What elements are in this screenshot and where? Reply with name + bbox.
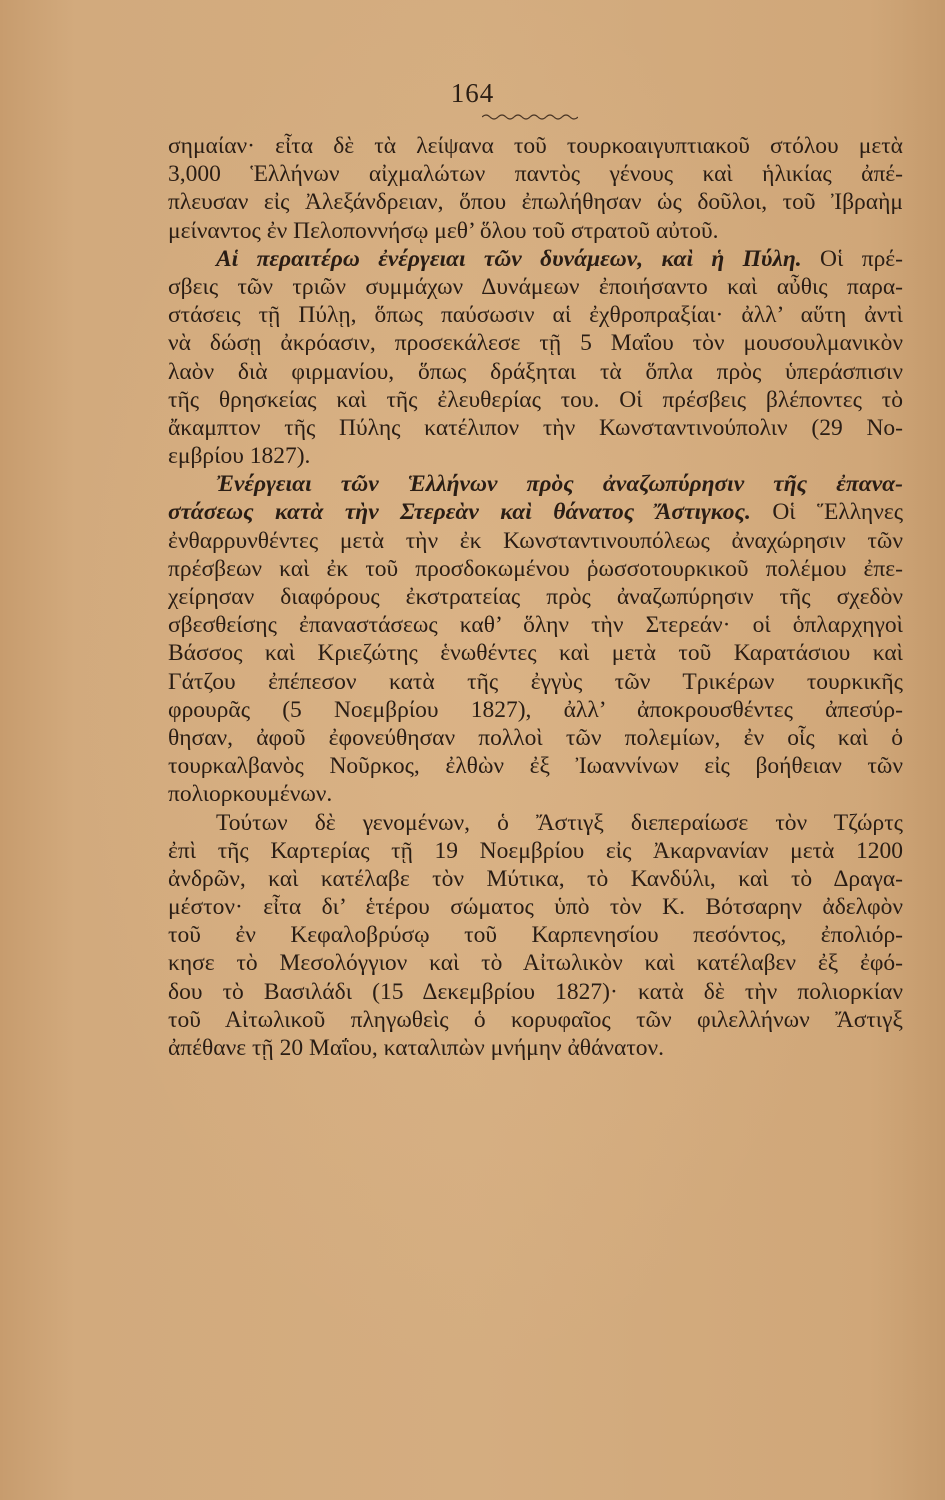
text-line: ἀπέθανε τῇ 20 Μαΐου, καταλιπὼν μνήμην ἀθάνατον.	[168, 1035, 665, 1061]
heading-line	[168, 245, 903, 273]
section-heading: Ἐνέργειαι τῶν Ἑλλήνων πρὸς ἀναζωπύρησιν τῆς ἐπανα-	[216, 471, 903, 498]
text-line: τοῦ ἐν Κεφαλοβρύσῳ τοῦ Καρπενησίου πεσόντος, ἐπολιόρ-	[168, 922, 903, 949]
heading-line	[168, 498, 903, 526]
text-line: θησαν, ἀφοῦ ἐφονεύθησαν πολλοὶ τῶν πολεμίων, ἐν οἷς καὶ ὁ	[168, 724, 903, 751]
paragraph-3	[168, 470, 903, 808]
page-number: 164	[450, 78, 495, 108]
heading-rest: Οἱ πρέ-	[820, 245, 903, 272]
text-line: νὰ δώσῃ ἀκρόασιν, προσεκάλεσε τῇ 5 Μαΐου τὸν μουσουλμανικὸν	[168, 330, 903, 357]
text-line: φρουρᾶς (5 Νοεμβρίου 1827), ἀλλ’ ἀποκρουσθέντες ἀπεσύρ-	[168, 696, 903, 723]
text-line: τοῦ Αἰτωλικοῦ πληγωθεὶς ὁ κορυφαῖος τῶν φιλελλήνων Ἄστιγξ	[168, 1006, 903, 1033]
paragraph-4	[168, 809, 903, 1063]
text-line: Βάσσος καὶ Κριεζώτης ἑνωθέντες καὶ μετὰ τοῦ Καρατάσιου καὶ	[168, 640, 903, 667]
text-line: λαὸν διὰ φιρμανίου, ὅπως δράξηται τὰ ὅπλα πρὸς ὑπεράσπισιν	[168, 358, 903, 385]
page-number-ornament	[482, 112, 578, 122]
text-line: τῆς θρησκείας καὶ τῆς ἐλευθερίας του. Οἱ πρέσβεις βλέποντες τὸ	[168, 386, 903, 413]
text-line: Τούτων δὲ γενομένων, ὁ Ἄστιγξ διεπεραίωσε τὸν Τζώρτς	[216, 809, 903, 836]
text-line: τουρκαλβανὸς Νοῦρκος, ἐλθὼν ἐξ Ἰωαννίνων εἰς βοήθειαν τῶν	[168, 753, 903, 780]
text-line: πρέσβεων καὶ ἐκ τοῦ προσδοκωμένου ῥωσσοτουρκικοῦ πολέμου ἐπε-	[168, 555, 903, 582]
text-line: ἐνθαρρυνθέντες μετὰ τὴν ἐκ Κωνσταντινουπόλεως ἀναχώρησιν τῶν	[168, 527, 903, 554]
text-line: ἄκαμπτον τῆς Πύλης κατέλιπον τὴν Κωνσταντινούπολιν (29 Νο-	[168, 414, 903, 441]
text-line: δου τὸ Βασιλάδι (15 Δεκεμβρίου 1827)· κατὰ δὲ τὴν πολιορκίαν	[168, 978, 903, 1005]
heading-rest: Οἱ Ἕλληνες	[772, 499, 903, 526]
text-line: χείρησαν διαφόρους ἐκστρατείας πρὸς ἀναζωπύρησιν τῆς σχεδὸν	[168, 584, 903, 610]
text-line: μείναντος ἐν Πελοποννήσῳ μεθ’ ὅλου τοῦ στρατοῦ αὐτοῦ.	[168, 217, 719, 244]
text-line: ἀνδρῶν, καὶ κατέλαβε τὸν Μύτικα, τὸ Κανδύλι, καὶ τὸ Δραγα-	[168, 865, 903, 892]
body-text	[168, 132, 903, 1062]
text-line: 3,000 Ἑλλήνων αἰχμαλώτων παντὸς γένους καὶ ἡλικίας ἀπέ-	[168, 161, 903, 188]
text-line: ἐπὶ τῆς Καρτερίας τῇ 19 Νοεμβρίου εἰς Ἀκαρνανίαν μετὰ 1200	[168, 837, 903, 864]
paragraph-2	[168, 245, 903, 471]
text-line: κησε τὸ Μεσολόγγιον καὶ τὸ Αἰτωλικὸν καὶ κατέλαβεν ἐξ ἐφό-	[168, 950, 903, 977]
text-line: Γάτζου ἐπέπεσον κατὰ τῆς ἐγγὺς τῶν Τρικέρων τουρκικῆς	[168, 668, 903, 695]
text-line: σβεις τῶν τριῶν συμμάχων Δυνάμεων ἐποιήσαντο καὶ αὖθις παρα-	[168, 273, 903, 300]
text-line: στάσεις τῇ Πύλῃ, ὅπως παύσωσιν αἱ ἐχθροπραξίαι· ἀλλ’ αὕτη ἀντὶ	[168, 302, 903, 329]
paragraph-1	[168, 132, 903, 245]
text-line: πλευσαν εἰς Ἀλεξάνδρειαν, ὅπου ἐπωλήθησαν ὡς δοῦλοι, τοῦ Ἰβραὴμ	[168, 189, 903, 216]
text-line: πολιορκουμένων.	[168, 781, 333, 808]
text-line: μέστον· εἶτα δι’ ἑτέρου σώματος ὑπὸ τὸν Κ. Βότσαρην ἀδελφὸν	[168, 894, 903, 921]
text-line: σβεσθείσης ἐπαναστάσεως καθ’ ὅλην τὴν Στερεάν· οἱ ὁπλαρχηγοὶ	[168, 612, 903, 639]
text-line: εμβρίου 1827).	[168, 443, 311, 470]
section-heading: Αἱ περαιτέρω ἐνέργειαι τῶν δυνάμεων, καὶ ἡ Πύλη.	[216, 245, 802, 272]
section-heading: στάσεως κατὰ τὴν Στερεὰν καὶ θάνατος Ἄστιγκος.	[168, 499, 751, 526]
text-line: σημαίαν· εἶτα δὲ τὰ λείψανα τοῦ τουρκοαιγυπτιακοῦ στόλου μετὰ	[168, 133, 903, 159]
